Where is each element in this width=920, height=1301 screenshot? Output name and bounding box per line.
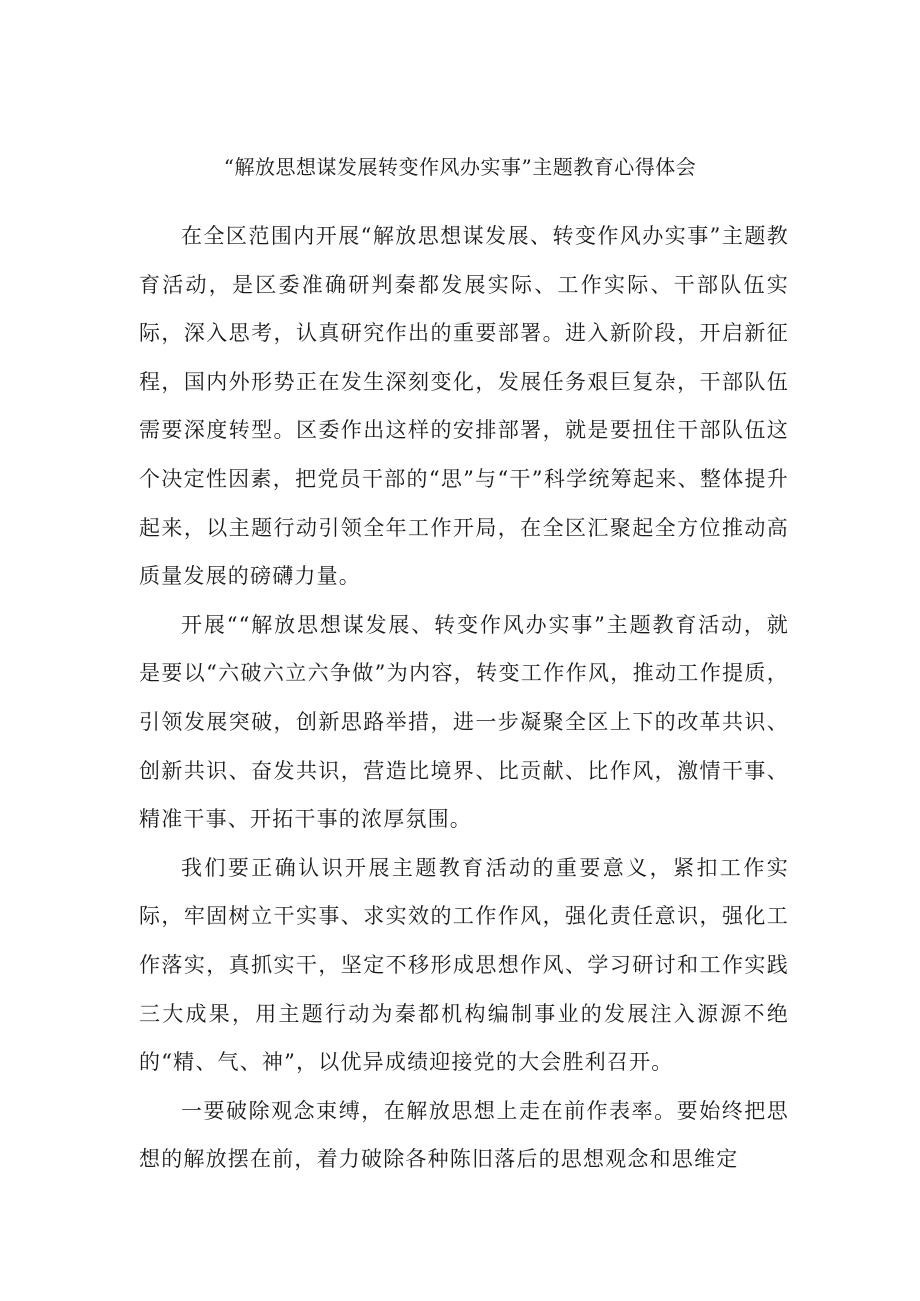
paragraph: 在全区范围内开展“解放思想谋发展、转变作风办实事”主题教育活动，是区委准确研判秦都发展实际、工作实际、干部队伍实际，深入思考，认真研究作出的重要部署。进入新阶段，开启新征程，国内外形势正在发生深刻变化，发展任务艰巨复杂，干部队伍需要深度转型。区委作出这样的安排部署，就是要扭住干部队伍这个决定性因素，把党员干部的“思”与“干”科学统筹起来、整体提升起来，以主题行动引领全年工作开局，在全区汇聚起全方位推动高质量发展的磅礴力量。 xyxy=(139,224,789,589)
document-body xyxy=(139,212,789,1184)
paragraph: 我们要正确认识开展主题教育活动的重要意义，紧扣工作实际，牢固树立干实事、求实效的工作作风，强化责任意识，强化工作落实，真抓实干，坚定不移形成思想作风、学习研讨和工作实践三大成果，用主题行动为秦都机构编制事业的发展注入源源不绝的“精、气、神”，以优异成绩迎接党的大会胜利召开。 xyxy=(139,855,789,1075)
paragraph: 一要破除观念束缚，在解放思想上走在前作表率。要始终把思想的解放摆在前，着力破除各种陈旧落后的思想观念和思维定 xyxy=(139,1098,789,1172)
document-title: “解放思想谋发展转变作风办实事”主题教育心得体会 xyxy=(223,155,697,179)
paragraph: 开展““解放思想谋发展、转变作风办实事”主题教育活动，就是要以“六破六立六争做”为内容，转变工作作风，推动工作提质，引领发展突破，创新思路举措，进一步凝聚全区上下的改革共识、创新共识、奋发共识，营造比境界、比贡献、比作风，激情干事、精准干事、开拓干事的浓厚氛围。 xyxy=(139,612,789,832)
